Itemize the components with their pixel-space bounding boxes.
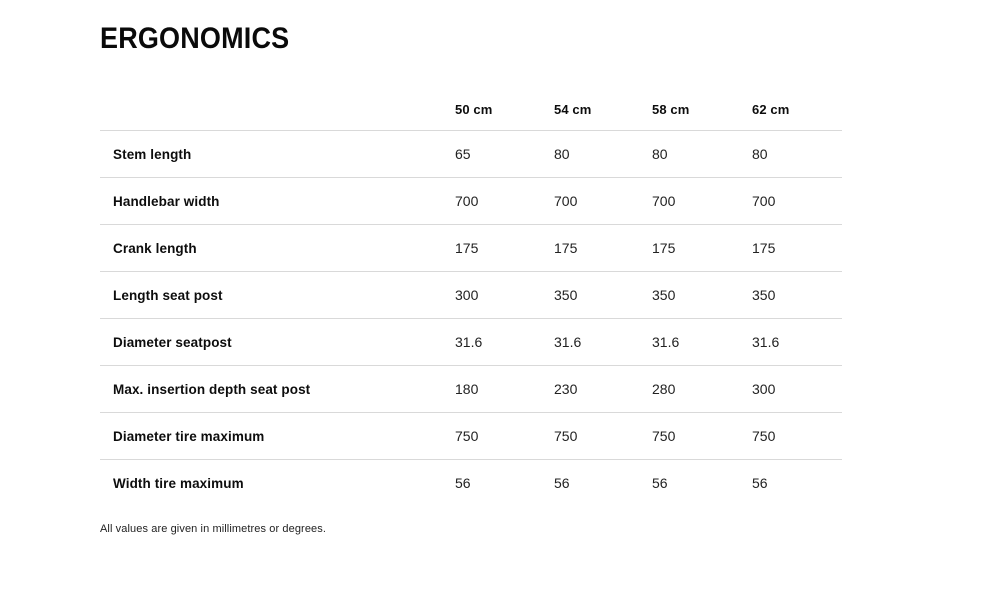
row-value: 80 — [752, 146, 768, 162]
row-label: Max. insertion depth seat post — [113, 381, 311, 397]
row-value: 175 — [652, 240, 676, 256]
table-row-diameter-tire-maximum — [100, 412, 842, 459]
row-value: 31.6 — [652, 334, 680, 350]
row-value: 175 — [554, 240, 578, 256]
row-value: 700 — [455, 193, 479, 209]
row-value: 750 — [554, 428, 578, 444]
row-label: Diameter tire maximum — [113, 428, 265, 444]
row-value: 700 — [554, 193, 578, 209]
row-value: 230 — [554, 381, 578, 397]
row-label: Width tire maximum — [113, 475, 244, 491]
row-value: 300 — [455, 287, 479, 303]
row-value: 700 — [752, 193, 776, 209]
row-value: 750 — [455, 428, 479, 444]
row-value: 56 — [752, 475, 768, 491]
column-header-58cm: 58 cm — [652, 102, 690, 117]
row-value: 350 — [752, 287, 776, 303]
table-row-max-insertion-depth — [100, 365, 842, 412]
column-header-54cm: 54 cm — [554, 102, 592, 117]
row-value: 56 — [652, 475, 668, 491]
row-label: Diameter seatpost — [113, 334, 232, 350]
column-header-62cm: 62 cm — [752, 102, 790, 117]
page-title: ERGONOMICS — [100, 22, 290, 55]
column-header-50cm: 50 cm — [455, 102, 493, 117]
table-row-stem-length — [100, 130, 842, 177]
row-value: 175 — [455, 240, 479, 256]
row-value: 56 — [554, 475, 570, 491]
row-label: Stem length — [113, 146, 192, 162]
row-value: 175 — [752, 240, 776, 256]
footnote: All values are given in millimetres or degrees. — [100, 523, 327, 535]
row-label: Crank length — [113, 240, 197, 256]
row-value: 65 — [455, 146, 471, 162]
row-value: 280 — [652, 381, 676, 397]
table-row-length-seat-post — [100, 271, 842, 318]
row-value: 56 — [455, 475, 471, 491]
row-value: 350 — [652, 287, 676, 303]
row-value: 31.6 — [554, 334, 582, 350]
row-value: 180 — [455, 381, 479, 397]
row-label: Length seat post — [113, 287, 223, 303]
ergonomics-table — [100, 89, 842, 506]
table-header-row — [100, 89, 842, 130]
row-value: 750 — [652, 428, 676, 444]
row-label: Handlebar width — [113, 193, 220, 209]
row-value: 350 — [554, 287, 578, 303]
row-value: 750 — [752, 428, 776, 444]
table-row-diameter-seatpost — [100, 318, 842, 365]
table-row-handlebar-width — [100, 177, 842, 224]
table-row-width-tire-maximum — [100, 459, 842, 506]
row-value: 80 — [652, 146, 668, 162]
row-value: 700 — [652, 193, 676, 209]
row-value: 80 — [554, 146, 570, 162]
row-value: 31.6 — [455, 334, 483, 350]
table-row-crank-length — [100, 224, 842, 271]
row-value: 300 — [752, 381, 776, 397]
row-value: 31.6 — [752, 334, 780, 350]
